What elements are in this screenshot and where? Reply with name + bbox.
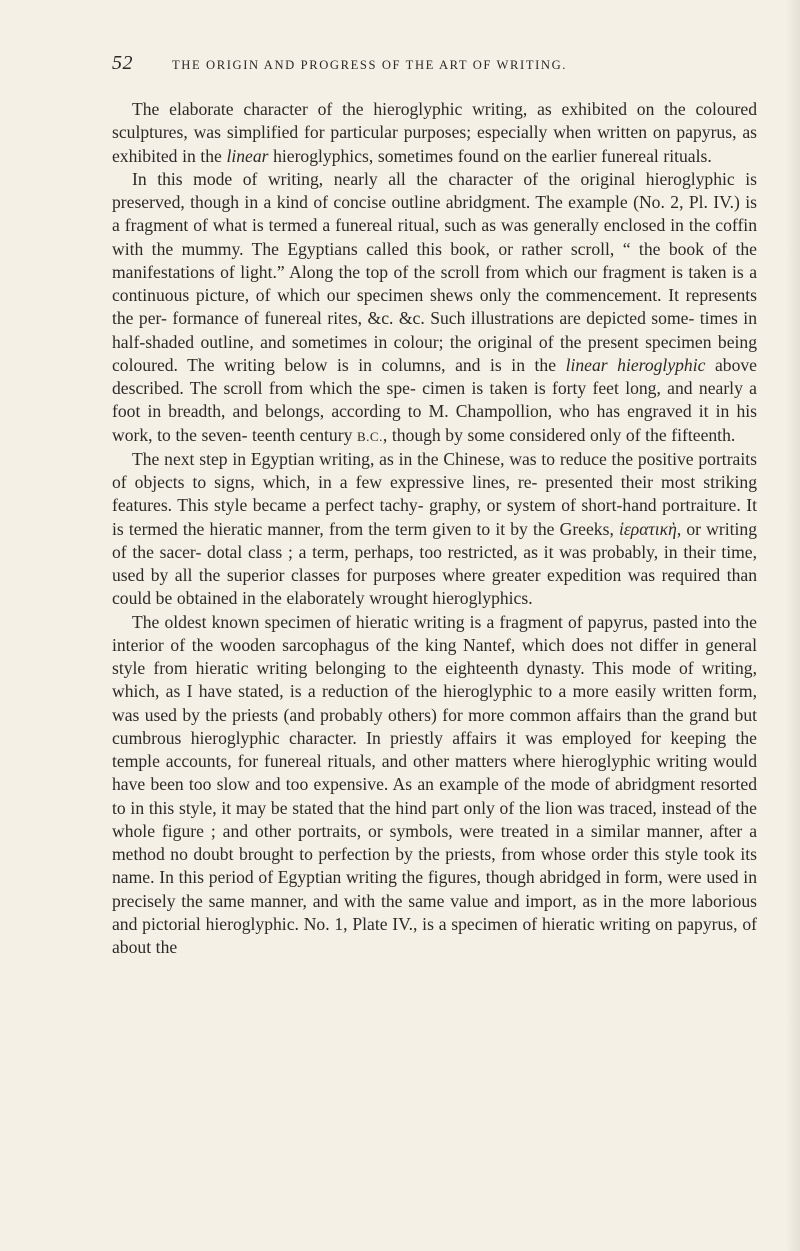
- paragraph-text: , though by some considered only of the fifteenth.: [382, 424, 736, 445]
- paragraph-1: [112, 98, 757, 168]
- paragraph-2: [112, 168, 757, 448]
- paragraph-text: In this mode of writing, nearly all the character of the original hieroglyphic is preserved, though in a kind of concise outline abridgment. The example (No. 2, Pl. IV.) is a fragment of what is termed a funereal ritual, such as was generally enclosed in the coffin with the mummy. The Egyptians called this book, or rather scroll, “ the book of the manifestations of light.” Along the top of the scroll from which our fragment is taken is a continuous picture, of which our specimen shews only the commencement. It represents the per- formance of funereal rites, &c. &c. Such illustrations are depicted some- times in half-shaded outline, and sometimes in colour; the original of the present specimen being coloured. The writing below is in columns, and is in the: [112, 168, 757, 375]
- page-edge-shadow: [786, 0, 800, 1251]
- paragraph-text: , or writing of the sacer- dotal class ; a term, perhaps, too restricted, as it was probably, in their time, used by all the superior classes for purposes where greater expedition was required than could be obtained in the elaborately wrought hieroglyphics.: [112, 518, 757, 609]
- paragraph-text: above described. The scroll from which the spe- cimen is taken is forty feet long, and nearly a foot in breadth, and belongs, according to M. Champollion, who has engraved it in his work, to the seven- teenth century: [112, 354, 757, 445]
- page-header: [112, 52, 752, 78]
- page-number: 52: [112, 52, 133, 74]
- greek-term: ἱερατικὴ: [618, 518, 677, 539]
- paragraph-text: The next step in Egyptian writing, as in the Chinese, was to reduce the positive portraits of objects to signs, which, in a few expressive lines, re- presented their most striking features. This style became a perfect tachy- graphy, or system of short-hand portraiture. It is termed the hieratic manner, from the term given to it by the Greeks,: [112, 448, 757, 539]
- paragraph-text: hieroglyphics, sometimes found on the earlier funereal rituals.: [268, 145, 712, 166]
- small-caps-term: B.C.: [357, 428, 383, 444]
- paragraph-3: [112, 448, 757, 611]
- paragraph-4: [112, 611, 757, 960]
- paragraph-text: The elaborate character of the hieroglyphic writing, as exhibited on the coloured sculptures, was simplified for particular purposes; especially when written on papyrus, as exhibited in the: [112, 99, 757, 166]
- italic-term: linear hieroglyphic: [565, 354, 706, 375]
- paragraph-text: The oldest known specimen of hieratic writing is a fragment of papyrus, pasted into the interior of the wooden sarcophagus of the king Nantef, which does not differ in general style from hieratic writing belonging to the eighteenth dynasty. This mode of writing, which, as I have stated, is a reduction of the hieroglyphic to a more easily written form, was used by the priests (and probably others) for more common affairs than the grand but cumbrous hieroglyphic character. In priestly affairs it was employed for keeping the temple accounts, for funereal rituals, and other matters where hieroglyphic writing would have been too slow and too expensive. As an example of the mode of abridgment resorted to in this style, it may be stated that the hind part only of the lion was traced, instead of the whole figure ; and other portraits, or symbols, were treated in a similar manner, after a method no doubt brought to perfection by the priests, from whose order this style took its name. In this period of Egyptian writing the figures, though abridged in form, were used in precisely the same manner, and with the same value and import, as in the more laborious and pictorial hieroglyphic. No. 1, Plate IV., is a specimen of hieratic writing on papyrus, of about the: [112, 611, 757, 957]
- running-title: THE ORIGIN AND PROGRESS OF THE ART OF WRITING.: [172, 58, 568, 72]
- body-text: [112, 98, 757, 959]
- italic-term: linear: [226, 145, 269, 166]
